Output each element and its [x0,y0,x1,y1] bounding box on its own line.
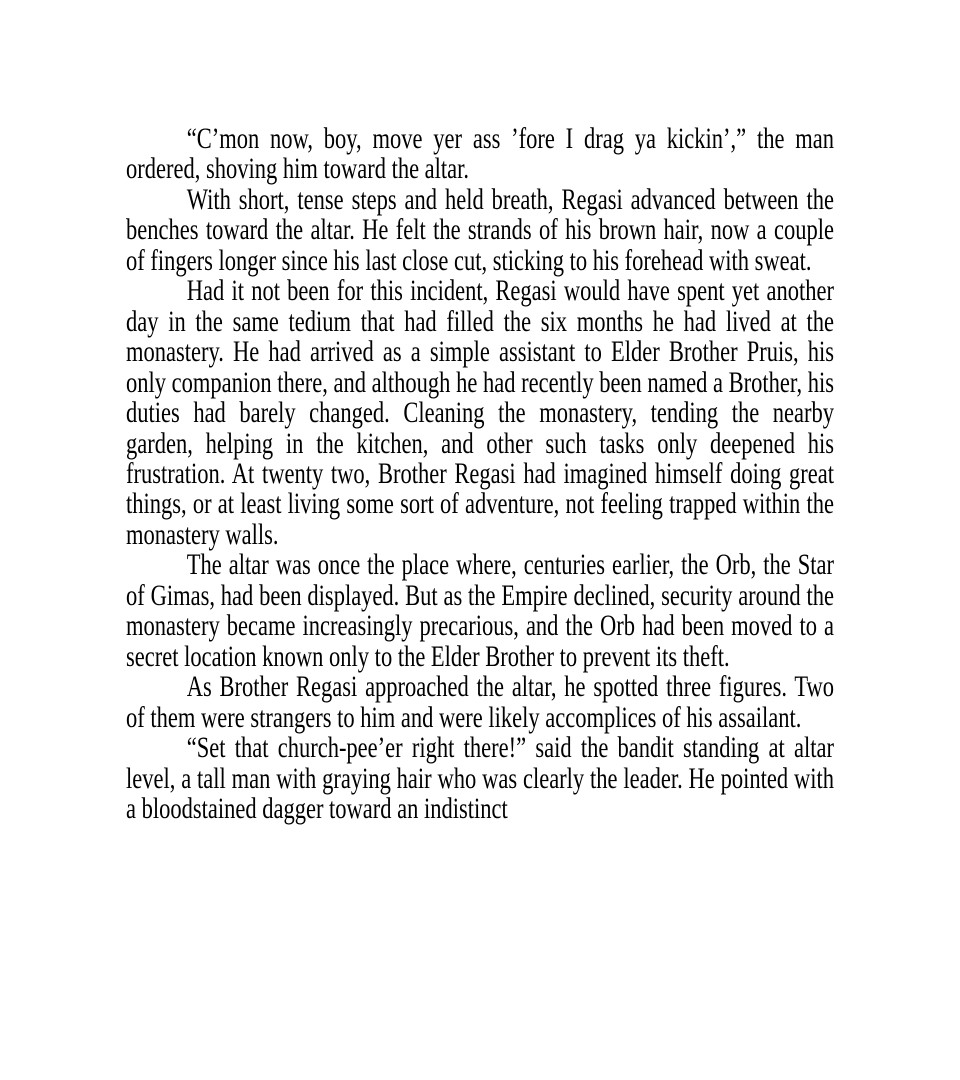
paragraph: “Set that church-pee’er right there!” said the bandit standing at altar level, a tall man with graying hair who was clearly the leader. He pointed with a bloodstained dagger toward an indistinct [126,731,834,825]
paragraph: “C’mon now, boy, move yer ass ’fore I drag ya kickin’,” the man ordered, shoving him toward the altar. [126,122,834,186]
paragraph: Had it not been for this incident, Regasi would have spent yet another day in the same tedium that had filled the six months he had lived at the monastery. He had arrived as a simple assistant to Elder Brother Pruis, his only companion there, and although he had recently been named a Brother, his duties had barely changed. Cleaning the monastery, tending the nearby garden, helping in the kitchen, and other such tasks only deepened his frustration. At twenty two, Brother Regasi had imagined himself doing great things, or at least living some sort of adventure, not feeling trapped within the monastery walls. [126,274,834,551]
paragraph: The altar was once the place where, centuries earlier, the Orb, the Star of Gimas, had been displayed. But as the Empire declined, security around the monastery became increasingly precarious, and the Orb had been moved to a secret location known only to the Elder Brother to prevent its theft. [126,548,834,673]
paragraph: As Brother Regasi approached the altar, he spotted three figures. Two of them were strangers to him and were likely accomplices of his assailant. [126,670,834,734]
paragraph: With short, tense steps and held breath, Regasi advanced between the benches toward the altar. He felt the strands of his brown hair, now a couple of fingers longer since his last close cut, sticking to his forehead with sweat. [126,182,834,277]
text-column [126,124,834,824]
